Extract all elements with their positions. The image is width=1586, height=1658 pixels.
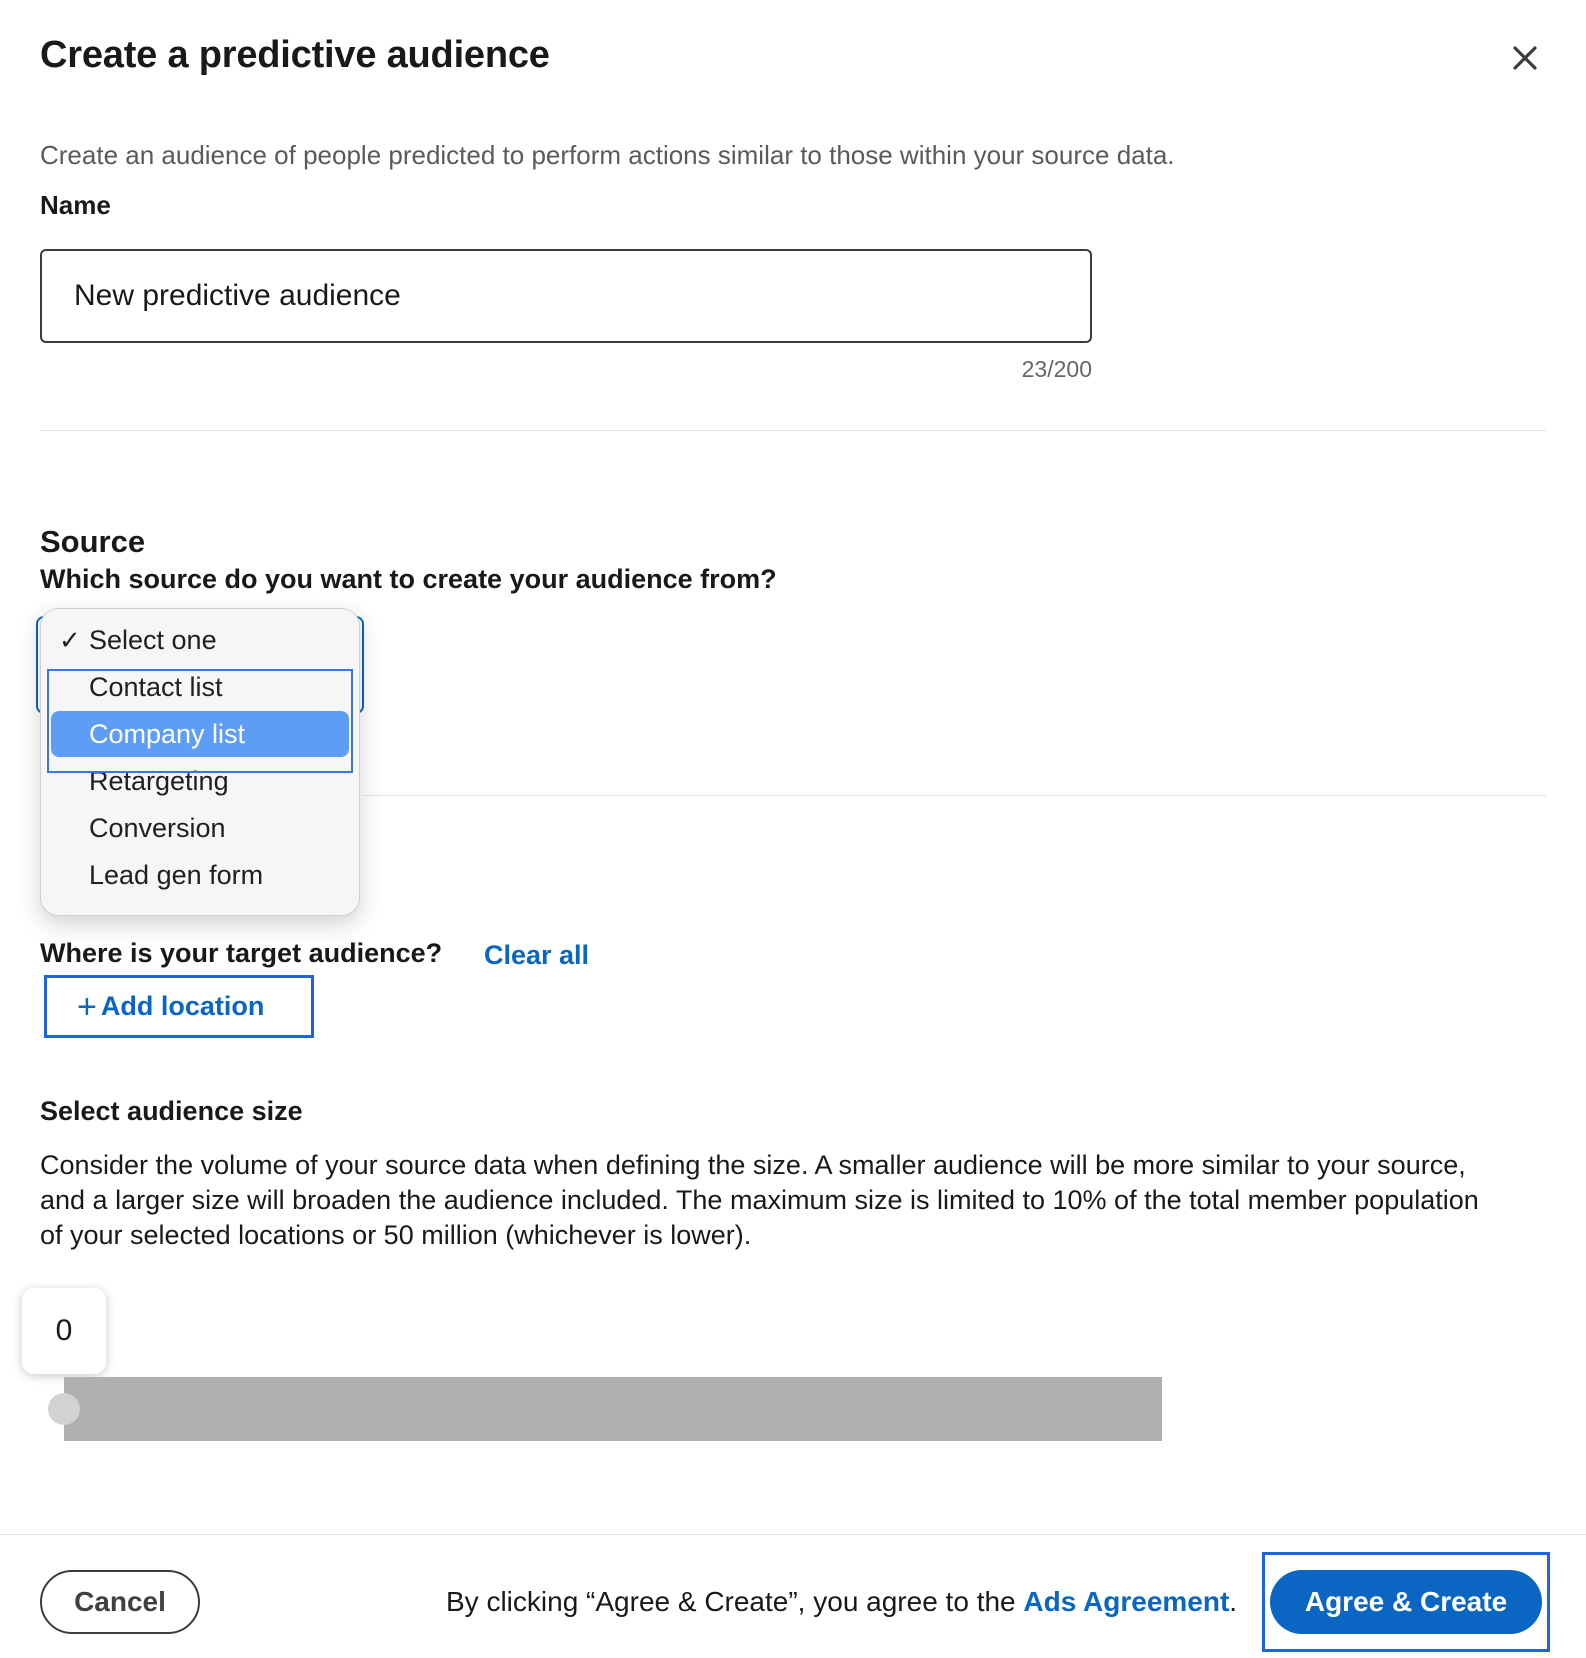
dropdown-option-company-list[interactable] bbox=[51, 711, 349, 757]
option-label: Contact list bbox=[89, 671, 223, 702]
location-label: Where is your target audience? bbox=[40, 938, 443, 968]
modal-description: Create an audience of people predicted to perform actions similar to those within your source data. bbox=[40, 140, 1175, 170]
agree-create-button[interactable]: Agree & Create bbox=[1270, 1570, 1542, 1634]
cancel-button[interactable]: Cancel bbox=[40, 1570, 200, 1634]
option-label: Conversion bbox=[89, 812, 226, 843]
dropdown-option-retargeting[interactable] bbox=[51, 758, 349, 804]
checkmark-icon: ✓ bbox=[59, 624, 81, 655]
footer-divider bbox=[0, 1534, 1586, 1535]
dropdown-option-contact-list[interactable] bbox=[51, 664, 349, 710]
section-divider bbox=[364, 795, 1546, 796]
dropdown-option-conversion[interactable] bbox=[51, 805, 349, 851]
audience-size-slider-track[interactable] bbox=[64, 1377, 1162, 1441]
option-label: Retargeting bbox=[89, 765, 229, 796]
modal-title: Create a predictive audience bbox=[40, 34, 550, 76]
dropdown-option-select-one[interactable] bbox=[51, 617, 349, 663]
audience-size-slider-thumb[interactable] bbox=[48, 1393, 80, 1425]
source-question: Which source do you want to create your audience from? bbox=[40, 564, 777, 594]
source-dropdown-menu bbox=[40, 608, 360, 916]
option-label: Lead gen form bbox=[89, 859, 264, 890]
plus-icon: + bbox=[77, 987, 97, 1026]
name-input[interactable] bbox=[40, 249, 1092, 343]
option-label: Select one bbox=[89, 624, 217, 655]
agreement-suffix: . bbox=[1229, 1586, 1238, 1617]
section-divider bbox=[40, 430, 1546, 431]
char-count: 23/200 bbox=[1021, 356, 1092, 382]
add-location-label: Add location bbox=[100, 991, 265, 1021]
clear-all-link[interactable]: Clear all bbox=[484, 940, 590, 970]
add-location-button[interactable] bbox=[44, 975, 314, 1038]
dropdown-option-lead-gen-form[interactable] bbox=[51, 852, 349, 898]
close-button[interactable] bbox=[1505, 38, 1545, 78]
audience-size-title: Select audience size bbox=[40, 1096, 303, 1126]
agreement-text bbox=[446, 1586, 1237, 1618]
slider-value-tooltip: 0 bbox=[22, 1288, 106, 1374]
name-label: Name bbox=[40, 190, 111, 220]
audience-size-description: Consider the volume of your source data when defining the size. A smaller audience will be more similar to your source, and a larger size will broaden the audience included. The maximum size is limited to 10% of the total member population of your selected locations or 50 million (whichever is lower). bbox=[40, 1150, 1479, 1250]
option-label: Company list bbox=[89, 718, 246, 749]
agreement-prefix: By clicking “Agree & Create”, you agree to the bbox=[446, 1586, 1024, 1617]
close-icon bbox=[1511, 44, 1539, 72]
ads-agreement-link[interactable]: Ads Agreement bbox=[1023, 1586, 1230, 1617]
source-title: Source bbox=[40, 524, 146, 559]
